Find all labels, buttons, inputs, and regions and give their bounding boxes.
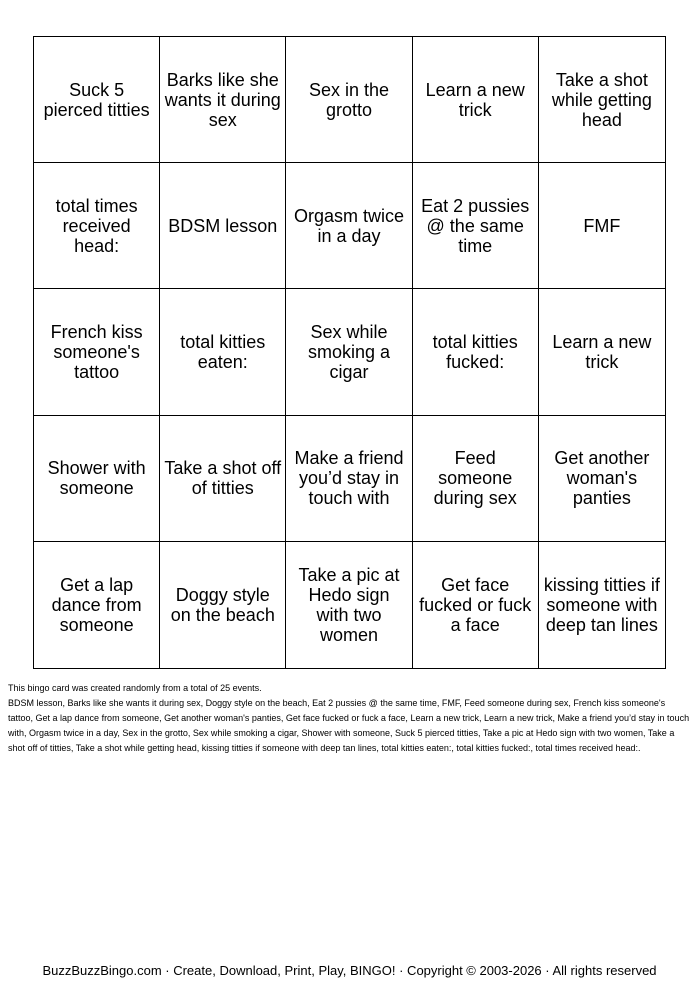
bingo-cell: Make a friend you’d stay in touch with	[286, 416, 412, 542]
bingo-cell: Get another woman's panties	[539, 416, 665, 542]
bingo-cell: total times received head:	[34, 163, 160, 289]
bingo-cell: Barks like she wants it during sex	[160, 37, 286, 163]
bingo-cell: Take a shot off of titties	[160, 416, 286, 542]
bingo-cell: Eat 2 pussies @ the same time	[413, 163, 539, 289]
bingo-cell: Get a lap dance from someone	[34, 542, 160, 668]
bingo-cell: Get face fucked or fuck a face	[413, 542, 539, 668]
bingo-cell: BDSM lesson	[160, 163, 286, 289]
bingo-cell: Learn a new trick	[413, 37, 539, 163]
bingo-cell: total kitties fucked:	[413, 289, 539, 415]
bingo-cell: French kiss someone's tattoo	[34, 289, 160, 415]
bingo-cell: Suck 5 pierced titties	[34, 37, 160, 163]
bingo-cell: Orgasm twice in a day	[286, 163, 412, 289]
notes-event-list: BDSM lesson, Barks like she wants it during sex, Doggy style on the beach, Eat 2 pussies @ the same time, FMF, Feed someone during sex, French kiss someone's tattoo, Get a lap dance from someone, Get another woman's panties, Get face fucked or fuck a face, Learn a new trick, Learn a new trick, Make a friend you’d stay in touch with, Orgasm twice in a day, Sex in the grotto, Sex while smoking a cigar, Shower with someone, Suck 5 pierced titties, Take a pic at Hedo sign with two women, Take a shot off of titties, Take a shot while getting head, kissing titties if someone with deep tan lines, total kitties eaten:, total kitties fucked:, total times received head:.	[8, 698, 690, 753]
bingo-cell: FMF	[539, 163, 665, 289]
bingo-cell: Sex while smoking a cigar	[286, 289, 412, 415]
bingo-cell: kissing titties if someone with deep tan lines	[543, 574, 660, 635]
bingo-cell: Feed someone during sex	[413, 416, 539, 542]
bingo-cell: Sex in the grotto	[286, 37, 412, 163]
bingo-cell: Doggy style on the beach	[160, 542, 286, 668]
card-notes	[8, 681, 692, 756]
bingo-cell: Learn a new trick	[539, 289, 665, 415]
bingo-cell: Take a shot while getting head	[539, 37, 665, 163]
bingo-cell: total kitties eaten:	[160, 289, 286, 415]
page-footer: BuzzBuzzBingo.com · Create, Download, Print, Play, BINGO! · Copyright © 2003-2026 · All rights reserved	[42, 963, 657, 978]
notes-intro: This bingo card was created randomly from a total of 25 events.	[8, 683, 262, 693]
bingo-cell: Shower with someone	[34, 416, 160, 542]
bingo-cell: Take a pic at Hedo sign with two women	[286, 542, 412, 668]
bingo-grid	[33, 36, 666, 669]
